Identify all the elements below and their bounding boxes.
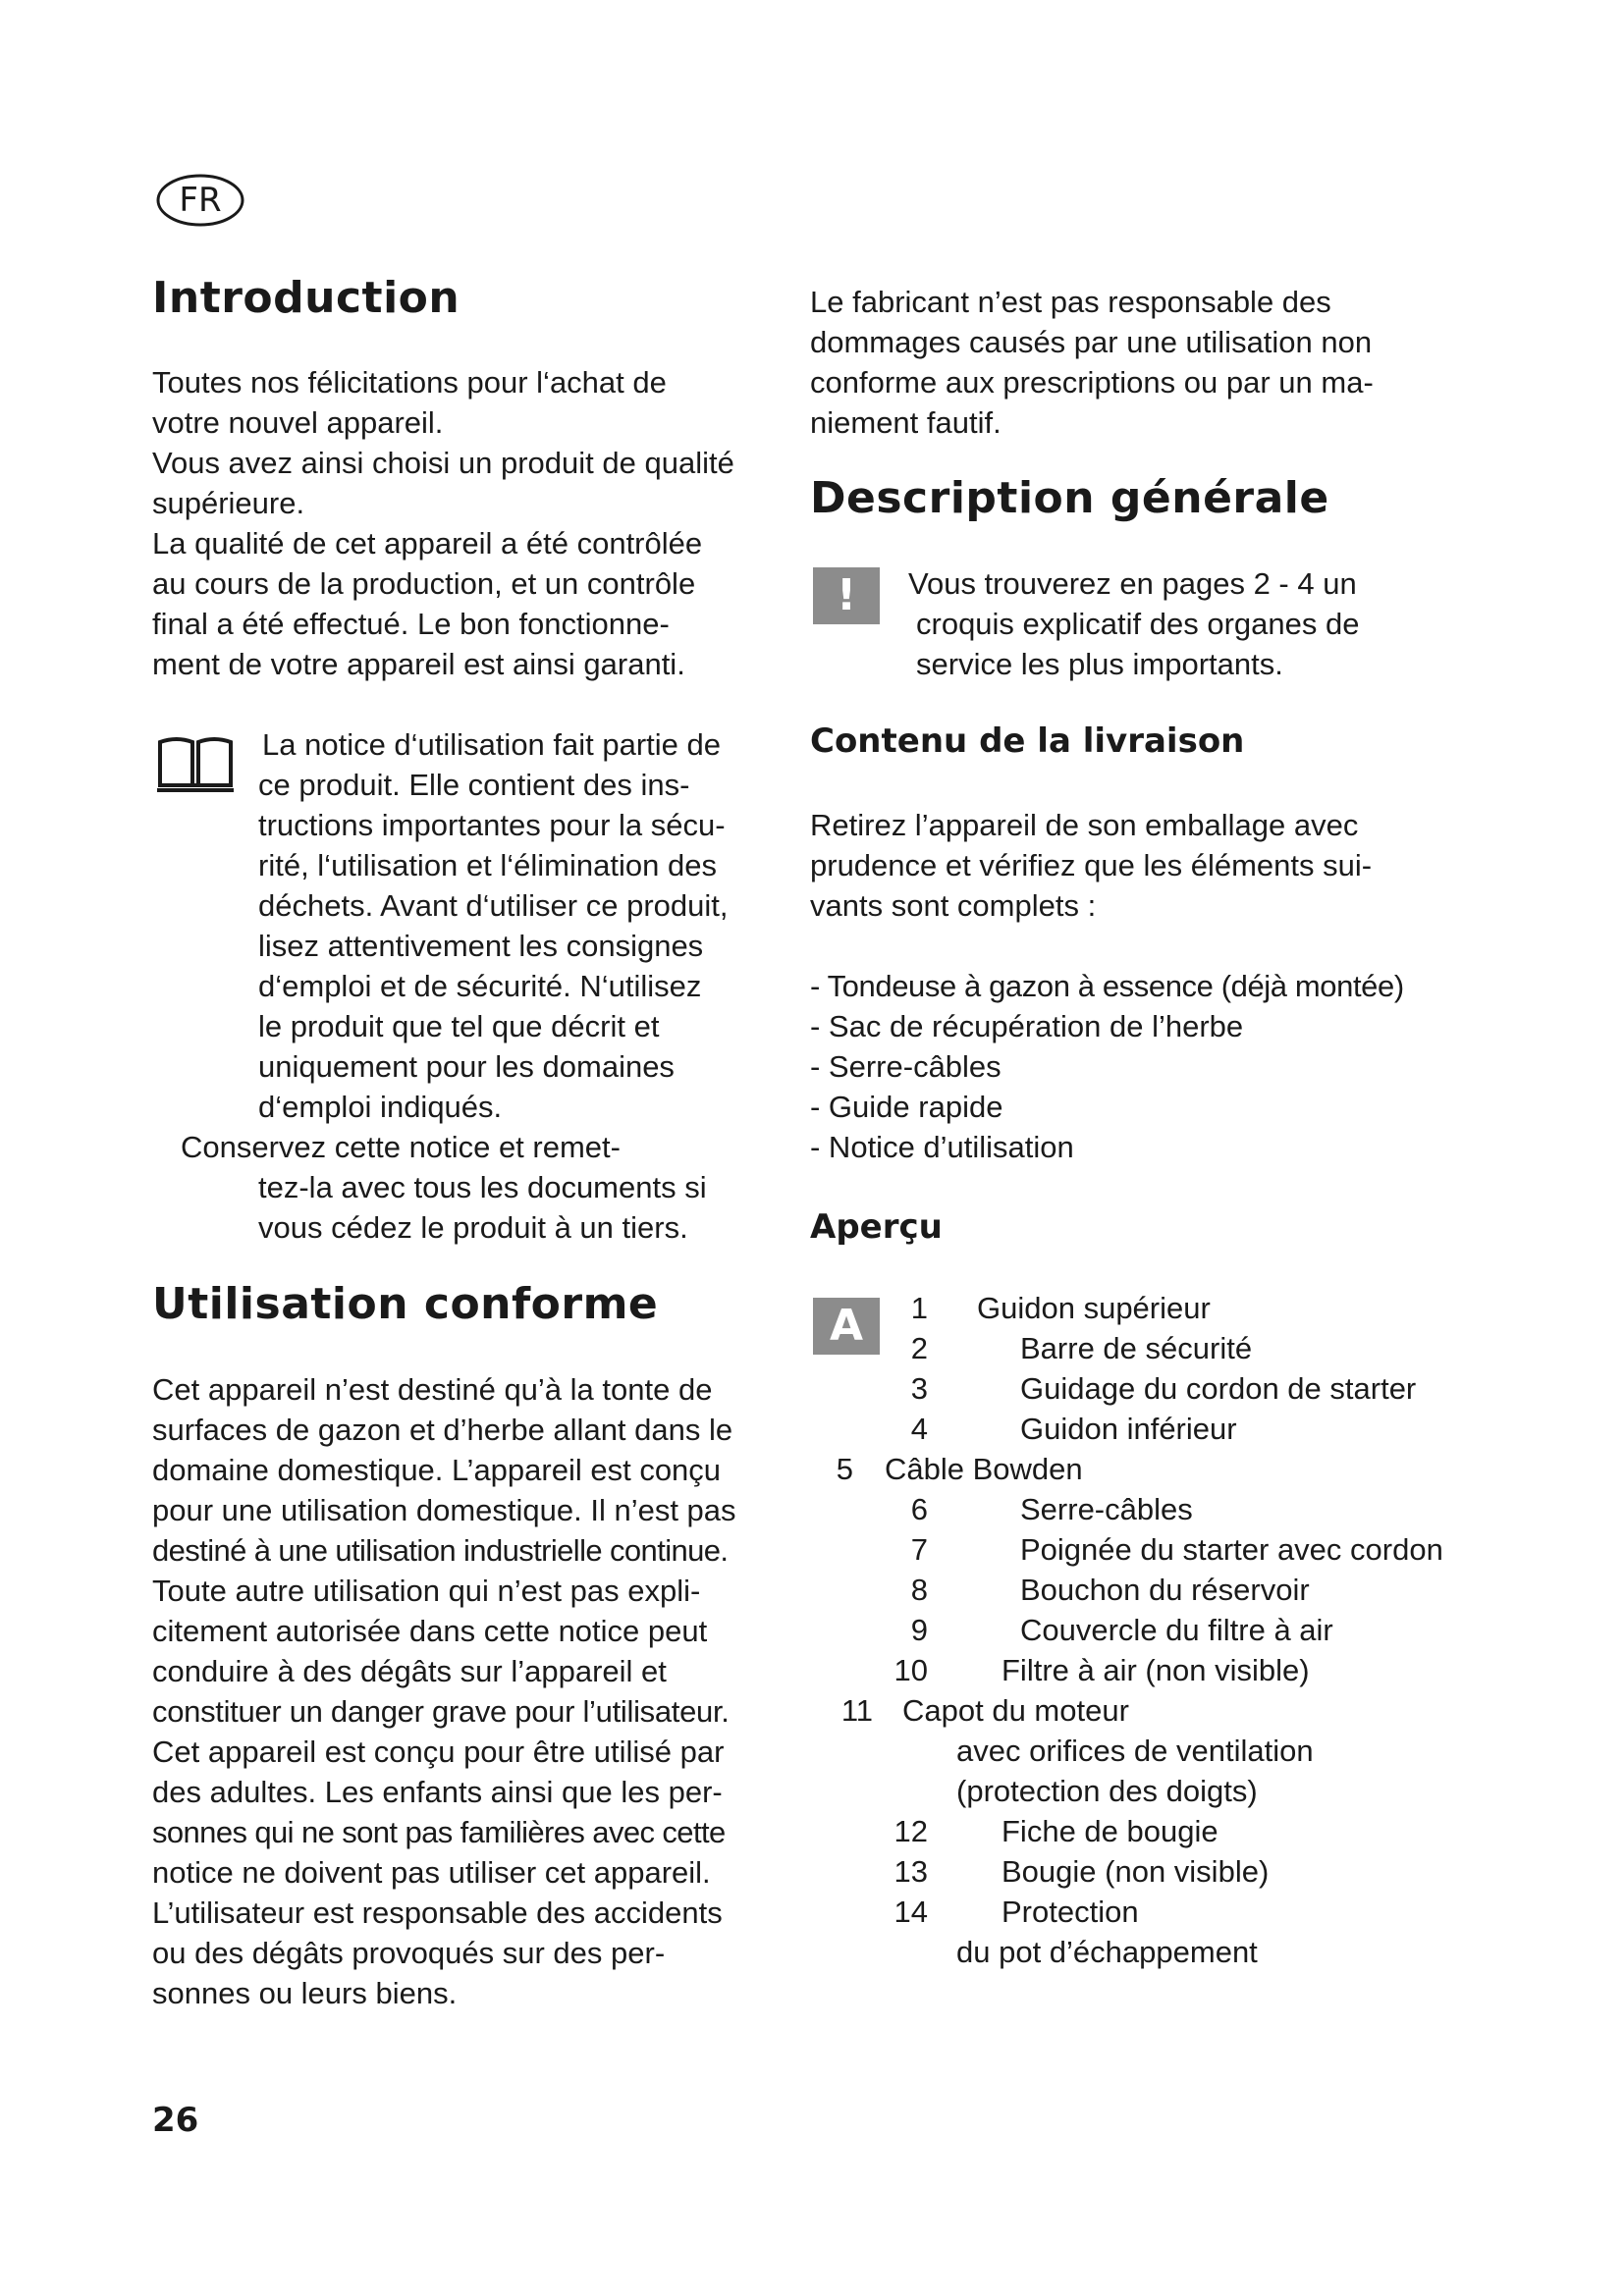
text-line: notice ne doivent pas utiliser cet appareil. bbox=[152, 1855, 711, 1890]
text-line: vants sont complets : bbox=[810, 888, 1097, 923]
item-label: Serre-câbles bbox=[1020, 1492, 1193, 1526]
text-line: La qualité de cet appareil a été contrôlée bbox=[152, 526, 703, 561]
item-number: 14 bbox=[893, 1895, 928, 1929]
item-label: Barre de sécurité bbox=[1020, 1331, 1253, 1365]
page-number: 26 bbox=[152, 2101, 199, 2140]
item-label: Capot du moteur bbox=[902, 1693, 1129, 1728]
keep-notice-text bbox=[258, 1167, 707, 1248]
text-line: surfaces de gazon et d’herbe allant dans le bbox=[152, 1413, 733, 1447]
item-label: Câble Bowden bbox=[885, 1452, 1083, 1486]
text-line: niement fautif. bbox=[810, 405, 1001, 440]
list-item: - Serre-câbles bbox=[810, 1049, 1001, 1084]
delivery-contents-list bbox=[810, 966, 1404, 1167]
text-line: d‘emploi et de sécurité. N‘utilisez bbox=[258, 969, 702, 1003]
general-description-first-line bbox=[908, 563, 1357, 604]
list-item: - Notice d’utilisation bbox=[810, 1130, 1074, 1164]
text-line: L’utilisateur est responsable des accidents bbox=[152, 1896, 723, 1930]
general-description-text bbox=[916, 604, 1359, 684]
text-line: La notice d‘utilisation fait partie de bbox=[262, 727, 722, 762]
text-line: lisez attentivement les consignes bbox=[258, 929, 704, 963]
text-line: des adultes. Les enfants ainsi que les per- bbox=[152, 1775, 723, 1809]
text-line: uniquement pour les domaines bbox=[258, 1049, 675, 1084]
text-line: Retirez l’appareil de son emballage avec bbox=[810, 808, 1359, 842]
text-line: vous cédez le produit à un tiers. bbox=[258, 1210, 688, 1245]
text-line: dommages causés par une utilisation non bbox=[810, 325, 1373, 359]
item-label: Bougie (non visible) bbox=[1001, 1854, 1270, 1889]
general-description-heading: Description générale bbox=[810, 473, 1329, 523]
intended-use-heading: Utilisation conforme bbox=[152, 1279, 659, 1329]
item-label: Guidon inférieur bbox=[1020, 1412, 1237, 1446]
text-line: ment de votre appareil est ainsi garanti. bbox=[152, 647, 685, 681]
keep-notice-first-line bbox=[181, 1127, 621, 1167]
language-badge bbox=[155, 173, 245, 228]
item-number: 7 bbox=[910, 1532, 928, 1567]
item-label: Fiche de bougie bbox=[1001, 1814, 1218, 1848]
intended-use-text bbox=[152, 1369, 736, 2013]
text-line: prudence et vérifiez que les éléments sui- bbox=[810, 848, 1373, 882]
text-line: croquis explicatif des organes de bbox=[916, 607, 1360, 641]
item-label: (protection des doigts) bbox=[956, 1774, 1258, 1808]
text-line: conduire à des dégâts sur l’appareil et bbox=[152, 1654, 667, 1688]
text-line: Cet appareil n’est destiné qu’à la tonte de bbox=[152, 1372, 713, 1407]
text-line: tez-la avec tous les documents si bbox=[258, 1170, 707, 1204]
text-line: destiné à une utilisation industrielle continue. bbox=[152, 1533, 729, 1568]
text-line: sonnes ou leurs biens. bbox=[152, 1976, 458, 2010]
exclamation-icon-glyph: ! bbox=[836, 570, 857, 620]
introduction-text bbox=[152, 362, 734, 684]
text-line: Le fabricant n’est pas responsable des bbox=[810, 285, 1331, 319]
text-line: d‘emploi indiqués. bbox=[258, 1090, 503, 1124]
overview-heading: Aperçu bbox=[810, 1207, 943, 1247]
item-label: Poignée du starter avec cordon bbox=[1020, 1532, 1443, 1567]
text-line: ce produit. Elle contient des ins- bbox=[258, 768, 690, 802]
manual-notice-text bbox=[258, 724, 729, 1127]
liability-text bbox=[810, 282, 1374, 443]
text-line: service les plus importants. bbox=[916, 647, 1283, 681]
text-line: Vous avez ainsi choisi un produit de qualité bbox=[152, 446, 734, 480]
text-line: supérieure. bbox=[152, 486, 305, 520]
item-number: 8 bbox=[910, 1573, 928, 1607]
language-badge-label: FR bbox=[179, 181, 222, 220]
delivery-contents-heading: Contenu de la livraison bbox=[810, 721, 1245, 761]
list-item: - Guide rapide bbox=[810, 1090, 1003, 1124]
text-line: Vous trouverez en pages 2 - 4 un bbox=[908, 566, 1357, 601]
item-number: 10 bbox=[893, 1653, 928, 1687]
text-line: déchets. Avant d‘utiliser ce produit, bbox=[258, 888, 729, 923]
item-number: 5 bbox=[836, 1452, 853, 1486]
item-number: 1 bbox=[910, 1291, 928, 1325]
book-icon bbox=[155, 734, 236, 795]
item-label: Couvercle du filtre à air bbox=[1020, 1613, 1333, 1647]
text-line: pour une utilisation domestique. Il n’est pas bbox=[152, 1493, 736, 1527]
item-number: 6 bbox=[910, 1492, 928, 1526]
overview-list bbox=[810, 1288, 1478, 1975]
text-line: votre nouvel appareil. bbox=[152, 405, 444, 440]
text-line: tructions importantes pour la sécu- bbox=[258, 808, 726, 842]
item-number: 3 bbox=[910, 1371, 928, 1406]
item-label: Guidage du cordon de starter bbox=[1020, 1371, 1417, 1406]
text-line: sonnes qui ne sont pas familières avec cette bbox=[152, 1815, 726, 1849]
item-label: du pot d’échappement bbox=[956, 1935, 1258, 1969]
item-number: 9 bbox=[910, 1613, 928, 1647]
text-line: Toute autre utilisation qui n’est pas expli- bbox=[152, 1574, 701, 1608]
delivery-contents-intro bbox=[810, 805, 1372, 926]
text-line: citement autorisée dans cette notice peut bbox=[152, 1614, 708, 1648]
item-number: 12 bbox=[893, 1814, 928, 1848]
item-number: 4 bbox=[910, 1412, 928, 1446]
overview-figure-icon-glyph: A bbox=[829, 1301, 864, 1351]
exclamation-icon bbox=[813, 567, 880, 624]
list-item: - Tondeuse à gazon à essence (déjà montée) bbox=[810, 969, 1404, 1003]
text-line: domaine domestique. L’appareil est conçu bbox=[152, 1453, 722, 1487]
text-line: le produit que tel que décrit et bbox=[258, 1009, 660, 1043]
text-line: Cet appareil est conçu pour être utilisé par bbox=[152, 1735, 725, 1769]
text-line: ou des dégâts provoqués sur des per- bbox=[152, 1936, 666, 1970]
list-item: - Sac de récupération de l’herbe bbox=[810, 1009, 1244, 1043]
item-label: Filtre à air (non visible) bbox=[1001, 1653, 1310, 1687]
text-line: conforme aux prescriptions ou par un ma- bbox=[810, 365, 1374, 400]
item-number: 2 bbox=[910, 1331, 928, 1365]
item-label: Guidon supérieur bbox=[977, 1291, 1211, 1325]
text-line: Toutes nos félicitations pour l‘achat de bbox=[152, 365, 667, 400]
text-line: rité, l‘utilisation et l‘élimination des bbox=[258, 848, 717, 882]
item-label: Bouchon du réservoir bbox=[1020, 1573, 1310, 1607]
item-label: Protection bbox=[1001, 1895, 1139, 1929]
item-number: 13 bbox=[893, 1854, 928, 1889]
text-line: Conservez cette notice et remet- bbox=[181, 1130, 621, 1164]
text-line: final a été effectué. Le bon fonctionne- bbox=[152, 607, 670, 641]
item-label: avec orifices de ventilation bbox=[956, 1734, 1314, 1768]
item-number: 11 bbox=[840, 1693, 873, 1728]
text-line: au cours de la production, et un contrôle bbox=[152, 566, 696, 601]
introduction-heading: Introduction bbox=[152, 273, 460, 323]
text-line: constituer un danger grave pour l’utilisateur. bbox=[152, 1694, 730, 1729]
